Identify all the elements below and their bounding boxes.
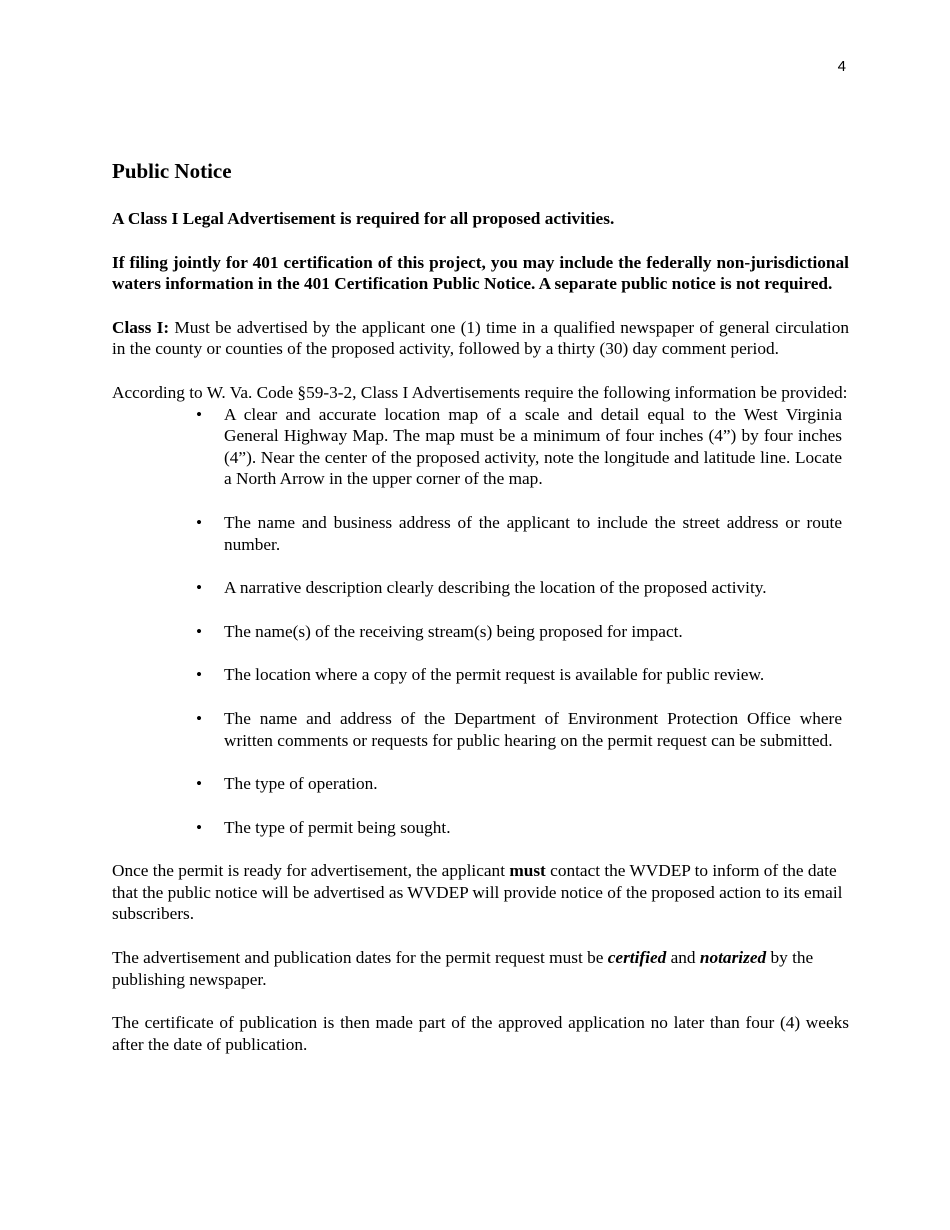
- class-i-label: Class I:: [112, 317, 170, 337]
- bullet-icon: •: [196, 621, 203, 641]
- list-item: [196, 773, 842, 795]
- list-item-text: The type of operation.: [224, 774, 378, 794]
- list-item: [196, 817, 842, 839]
- list-item-text: The name and address of the Department of Environment Protection Office where written comments or requests for public hearing on the permit request can be submitted.: [224, 708, 842, 750]
- according-to-paragraph: According to W. Va. Code §59-3-2, Class I Advertisements require the following information be provided:: [112, 382, 848, 402]
- advertisement-dates-paragraph: [112, 947, 849, 990]
- list-item: [196, 577, 842, 599]
- list-item-text: The name and business address of the applicant to include the street address or route number.: [224, 512, 842, 554]
- bullet-icon: •: [196, 817, 203, 837]
- advertisement-text-before: The advertisement and publication dates for the permit request must be: [112, 948, 608, 968]
- class-i-required-notice: A Class I Legal Advertisement is required for all proposed activities.: [112, 209, 615, 228]
- joint-filing-notice: If filing jointly for 401 certification of this project, you may include the federally non-jurisdictional waters information in the 401 Certification Public Notice. A separate public notice is not required.: [112, 252, 849, 294]
- once-ready-text-after: contact the WVDEP to inform of the date that the public notice will be advertised as WVDEP will provide notice of the proposed action to its email subscribers.: [112, 861, 843, 924]
- once-ready-paragraph: [112, 860, 849, 925]
- bullet-icon: •: [196, 578, 203, 598]
- requirements-list: [112, 404, 849, 839]
- bullet-icon: •: [196, 404, 203, 424]
- list-item-text: The name(s) of the receiving stream(s) being proposed for impact.: [224, 621, 683, 641]
- certified-emphasis: certified: [607, 948, 667, 968]
- must-emphasis: must: [509, 861, 546, 881]
- advertisement-text-middle: and: [666, 948, 700, 968]
- list-item: [196, 621, 842, 643]
- list-item-text: A narrative description clearly describing the location of the proposed activity.: [224, 578, 767, 598]
- certificate-paragraph: The certificate of publication is then made part of the approved application no later than four (4) weeks after the date of publication.: [112, 1013, 849, 1054]
- list-item-text: The location where a copy of the permit request is available for public review.: [224, 665, 765, 685]
- list-item-text: The type of permit being sought.: [224, 817, 451, 837]
- list-item: [196, 708, 842, 751]
- list-item-text: A clear and accurate location map of a scale and detail equal to the West Virginia General Highway Map. The map must be a minimum of four inches (4”) by four inches (4”). Near the center of the proposed activity, note the longitude and latitude line. Locate a North Arrow in the upper corner of the map.: [224, 404, 842, 489]
- list-item: [196, 512, 842, 555]
- advertisement-text-after: by the publishing newspaper.: [112, 948, 814, 989]
- class-i-paragraph: [112, 317, 849, 360]
- bullet-icon: •: [196, 708, 203, 728]
- page-title: Public Notice: [112, 159, 232, 183]
- document-body: [112, 158, 849, 1077]
- bullet-icon: •: [196, 774, 203, 794]
- bullet-icon: •: [196, 512, 203, 532]
- bullet-icon: •: [196, 665, 203, 685]
- once-ready-text-before: Once the permit is ready for advertisement, the applicant: [112, 861, 510, 881]
- page-number: 4: [837, 58, 846, 75]
- list-item: [196, 404, 842, 490]
- notarized-emphasis: notarized: [699, 948, 767, 968]
- class-i-text: Must be advertised by the applicant one (1) time in a qualified newspaper of general circulation in the county or counties of the proposed activity, followed by a thirty (30) day comment period.: [112, 317, 849, 359]
- list-item: [196, 664, 842, 686]
